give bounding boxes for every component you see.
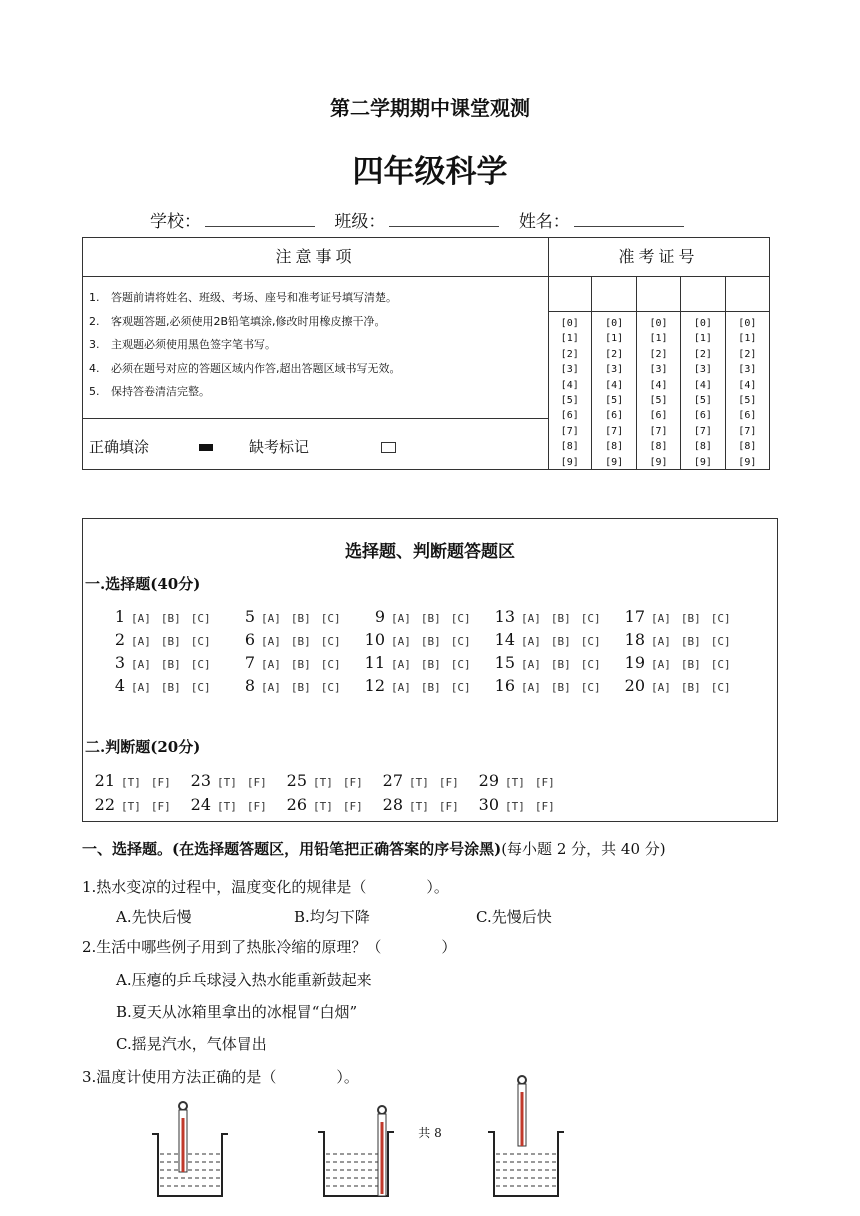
choice-question-number: 17 (624, 607, 645, 626)
choice-option-bubble[interactable]: [B] (420, 681, 441, 694)
choice-option-bubble[interactable]: [B] (420, 658, 441, 671)
choice-question-row (623, 607, 741, 626)
section1-heading-main: 一、选择题。(在选择题答题区，用铅笔把正确答案的序号涂黑) (82, 840, 502, 858)
choice-option-bubble[interactable]: [C] (710, 658, 731, 671)
exam-id-digit-bubble[interactable]: [1] (605, 333, 624, 345)
exam-id-digit-bubble[interactable]: [9] (560, 456, 579, 468)
legend-correct-label: 正确填涂 (89, 438, 150, 456)
exam-id-digit-bubble[interactable]: [7] (693, 425, 712, 437)
judge-option-bubble[interactable]: [T] (505, 800, 525, 813)
exam-id-digit-bubble[interactable]: [2] (605, 348, 624, 360)
judge-question-row (285, 771, 373, 790)
choice-option-bubble[interactable]: [C] (710, 612, 731, 625)
choice-option-bubble[interactable]: [A] (131, 635, 151, 648)
choice-option-bubble[interactable]: [A] (521, 635, 541, 648)
choice-option-bubble[interactable]: [B] (290, 612, 311, 625)
judge-question-number: 21 (94, 771, 115, 790)
question-1-option-b: B.均匀下降 (294, 908, 370, 926)
exam-id-write-box[interactable] (681, 276, 724, 312)
notice-list (83, 289, 548, 407)
judge-question-number: 30 (478, 795, 499, 814)
exam-id-column (592, 276, 636, 469)
judge-option-bubble[interactable]: [F] (438, 776, 459, 789)
judge-option-bubble[interactable]: [T] (505, 776, 525, 789)
beaker-thermometer-b-image (316, 1104, 396, 1198)
judge-option-bubble[interactable]: [F] (246, 800, 267, 813)
choice-option-bubble[interactable]: [B] (680, 612, 701, 625)
judge-option-bubble[interactable]: [F] (342, 800, 363, 813)
notice-item-number: 3. (89, 338, 100, 351)
notice-item-text: 主观题必须使用黑色签字笔书写。 (111, 338, 276, 351)
notice-item (89, 313, 548, 337)
exam-id-digit-bubble[interactable]: [7] (605, 425, 624, 437)
choice-question-number: 20 (624, 676, 645, 695)
choice-option-bubble[interactable]: [A] (261, 635, 281, 648)
choice-question-number: 4 (114, 676, 125, 695)
exam-id-digit-bubble[interactable]: [0] (738, 318, 757, 329)
class-input-line[interactable] (389, 212, 499, 227)
exam-id-digit-list (592, 312, 635, 470)
choice-option-bubble[interactable]: [B] (680, 681, 701, 694)
exam-id-digit-bubble[interactable]: [0] (649, 318, 668, 329)
exam-id-column (681, 276, 725, 469)
choice-question-row (233, 676, 351, 695)
beaker-thermometer-a-image (150, 1098, 230, 1198)
notice-panel (83, 238, 549, 469)
question-2-option-a: A.压瘪的乒乓球浸入热水能重新鼓起来 (116, 971, 372, 989)
judge-question-row (381, 795, 469, 814)
judge-question-row (189, 795, 277, 814)
notice-item (89, 383, 548, 407)
choice-option-bubble[interactable]: [B] (290, 681, 311, 694)
exam-id-digit-bubble[interactable]: [7] (738, 425, 757, 437)
choice-option-bubble[interactable]: [A] (391, 612, 411, 625)
notice-item-number: 4. (89, 361, 100, 375)
choice-option-bubble[interactable]: [C] (190, 681, 211, 694)
choice-question-number: 6 (244, 630, 255, 649)
notice-item-number: 2. (89, 314, 100, 328)
choice-question-number: 19 (624, 653, 645, 672)
question-1-stem: 1.热水变凉的过程中，温度变化的规律是（ ）。 (82, 878, 449, 896)
legend-correct (89, 436, 213, 457)
judge-option-bubble[interactable]: [T] (409, 800, 429, 813)
choice-question-row (363, 607, 481, 626)
judge-option-bubble[interactable]: [T] (313, 776, 333, 789)
exam-id-digit-bubble[interactable]: [9] (649, 456, 668, 468)
exam-id-digit-bubble[interactable]: [2] (649, 348, 668, 360)
choice-question-row (363, 676, 481, 695)
choice-option-bubble[interactable]: [A] (521, 612, 541, 625)
choice-question-row (623, 676, 741, 695)
choice-question-row (493, 607, 611, 626)
choice-option-bubble[interactable]: [C] (580, 635, 601, 648)
choice-question-row (493, 676, 611, 695)
choice-option-bubble[interactable]: [B] (550, 658, 571, 671)
choice-option-bubble[interactable]: [C] (190, 658, 211, 671)
answer-area-title: 选择题、判断题答题区 (345, 542, 515, 562)
exam-id-digit-bubble[interactable]: [4] (649, 379, 668, 391)
exam-id-digit-bubble[interactable]: [0] (605, 318, 624, 329)
choice-question-number: 12 (364, 676, 385, 695)
choice-question-row (493, 630, 611, 649)
notice-title: 注意事项 (83, 238, 548, 277)
fill-legend (83, 418, 548, 471)
choice-option-bubble[interactable]: [C] (710, 681, 731, 694)
exam-id-title: 准考证号 (548, 238, 769, 277)
judge-option-bubble[interactable]: [F] (342, 776, 363, 789)
choice-option-bubble[interactable]: [A] (391, 681, 411, 694)
exam-id-columns (548, 276, 769, 469)
judge-question-row (381, 771, 469, 790)
judge-question-number: 27 (382, 771, 403, 790)
section1-heading-note: (每小题 2 分，共 40 分) (501, 840, 666, 858)
exam-id-column (726, 276, 769, 469)
exam-id-digit-list (726, 312, 769, 470)
choice-question-row (363, 653, 481, 672)
exam-id-digit-bubble[interactable]: [3] (560, 364, 579, 376)
choice-option-bubble[interactable]: [A] (391, 635, 411, 648)
exam-id-column (637, 276, 681, 469)
exam-id-digit-bubble[interactable]: [8] (560, 441, 579, 453)
choice-option-bubble[interactable]: [A] (521, 658, 541, 671)
judge-section-title: 二.判断题(20分) (85, 738, 201, 756)
choice-option-bubble[interactable]: [B] (160, 612, 181, 625)
choice-option-bubble[interactable]: [B] (420, 635, 441, 648)
choice-option-bubble[interactable]: [B] (160, 681, 181, 694)
choice-option-bubble[interactable]: [A] (651, 612, 671, 625)
exam-id-digit-bubble[interactable]: [1] (560, 333, 579, 345)
choice-option-bubble[interactable]: [C] (580, 612, 601, 625)
section1-heading (82, 838, 666, 859)
judge-question-row (93, 771, 181, 790)
exam-id-digit-bubble[interactable]: [6] (693, 410, 712, 422)
judge-question-number: 22 (94, 795, 115, 814)
choice-question-number: 10 (364, 630, 385, 649)
notice-item-text: 答题前请将姓名、班级、考场、座号和准考证号填写清楚。 (111, 291, 397, 304)
filled-mark-icon (199, 444, 213, 451)
judge-option-bubble[interactable]: [F] (150, 776, 171, 789)
choice-option-bubble[interactable]: [A] (131, 612, 151, 625)
exam-id-digit-bubble[interactable]: [8] (649, 441, 668, 453)
choice-question-number: 1 (114, 607, 125, 626)
choice-option-bubble[interactable]: [C] (320, 612, 341, 625)
choice-option-bubble[interactable]: [A] (131, 681, 151, 694)
judge-option-bubble[interactable]: [F] (246, 776, 267, 789)
exam-id-write-box[interactable] (592, 276, 635, 312)
judge-question-row (189, 771, 277, 790)
exam-id-digit-bubble[interactable]: [5] (605, 395, 624, 407)
judge-option-bubble[interactable]: [T] (217, 800, 237, 813)
school-input-line[interactable] (205, 212, 315, 227)
choice-question-number: 5 (244, 607, 255, 626)
judge-option-bubble[interactable]: [T] (313, 800, 333, 813)
choice-option-bubble[interactable]: [B] (550, 681, 571, 694)
judge-option-bubble[interactable]: [T] (217, 776, 237, 789)
legend-absent-label: 缺考标记 (249, 438, 310, 456)
exam-subtitle: 第二学期期中课堂观测 (330, 96, 530, 120)
choice-option-bubble[interactable]: [C] (450, 612, 471, 625)
judge-question-number: 24 (190, 795, 211, 814)
exam-id-digit-bubble[interactable]: [6] (605, 410, 624, 422)
choice-question-number: 15 (494, 653, 515, 672)
choice-option-bubble[interactable]: [B] (160, 635, 181, 648)
choice-question-row (103, 630, 221, 649)
notice-item-number: 1. (89, 291, 100, 304)
notice-item-number: 5. (89, 385, 100, 398)
choice-option-bubble[interactable]: [B] (290, 658, 311, 671)
exam-id-digit-bubble[interactable]: [2] (560, 348, 579, 360)
exam-id-digit-bubble[interactable]: [6] (560, 410, 579, 422)
question-3-stem: 3.温度计使用方法正确的是（ ）。 (82, 1068, 359, 1086)
judge-question-number: 29 (478, 771, 499, 790)
exam-id-write-box[interactable] (637, 276, 680, 312)
judge-option-bubble[interactable]: [F] (150, 800, 171, 813)
choice-question-row (363, 630, 481, 649)
legend-absent (249, 436, 396, 457)
exam-id-digit-list (681, 312, 724, 470)
name-label: 姓名： (518, 212, 570, 232)
exam-id-digit-bubble[interactable]: [8] (693, 441, 712, 453)
exam-id-digit-bubble[interactable]: [1] (738, 333, 757, 345)
choice-question-row (103, 607, 221, 626)
choice-option-bubble[interactable]: [C] (190, 635, 211, 648)
exam-id-digit-bubble[interactable]: [6] (649, 410, 668, 422)
choice-question-number: 8 (244, 676, 255, 695)
exam-id-digit-bubble[interactable]: [3] (649, 364, 668, 376)
question-2-option-c: C.摇晃汽水，气体冒出 (116, 1035, 267, 1053)
notice-item-text: 保持答卷清洁完整。 (111, 385, 210, 398)
choice-option-bubble[interactable]: [B] (290, 635, 311, 648)
exam-id-digit-bubble[interactable]: [9] (693, 456, 712, 468)
choice-option-bubble[interactable]: [A] (261, 658, 281, 671)
choice-option-bubble[interactable]: [A] (521, 681, 541, 694)
judge-option-bubble[interactable]: [F] (534, 776, 555, 789)
exam-id-digit-bubble[interactable]: [5] (649, 395, 668, 407)
judge-question-number: 25 (286, 771, 307, 790)
page-footer: 共 8 (418, 1126, 442, 1140)
judge-option-bubble[interactable]: [F] (438, 800, 459, 813)
choice-question-number: 2 (114, 630, 125, 649)
notice-item (89, 336, 548, 360)
judge-question-row (93, 795, 181, 814)
choice-option-bubble[interactable]: [A] (131, 658, 151, 671)
choice-question-row (233, 607, 351, 626)
judge-option-bubble[interactable]: [T] (409, 776, 429, 789)
exam-id-digit-bubble[interactable]: [4] (560, 379, 579, 391)
choice-option-bubble[interactable]: [C] (580, 681, 601, 694)
judge-option-bubble[interactable]: [T] (121, 776, 141, 789)
choice-option-bubble[interactable]: [B] (420, 612, 441, 625)
judge-question-number: 23 (190, 771, 211, 790)
choice-section-title: 一.选择题(40分) (85, 575, 201, 593)
choice-question-number: 13 (494, 607, 515, 626)
exam-id-digit-bubble[interactable]: [8] (605, 441, 624, 453)
name-input-line[interactable] (574, 212, 684, 227)
choice-option-bubble[interactable]: [C] (320, 658, 341, 671)
choice-option-bubble[interactable]: [C] (320, 681, 341, 694)
exam-id-digit-bubble[interactable]: [4] (605, 379, 624, 391)
judge-question-row (285, 795, 373, 814)
choice-question-row (233, 630, 351, 649)
exam-id-digit-bubble[interactable]: [1] (649, 333, 668, 345)
exam-id-write-box[interactable] (548, 276, 591, 312)
exam-id-digit-bubble[interactable]: [0] (560, 318, 579, 329)
exam-id-digit-bubble[interactable]: [9] (605, 456, 624, 468)
class-label: 班级： (334, 212, 386, 232)
choice-option-bubble[interactable]: [C] (190, 612, 211, 625)
exam-id-digit-bubble[interactable]: [3] (738, 364, 757, 376)
choice-option-bubble[interactable]: [A] (261, 612, 281, 625)
choice-question-number: 9 (374, 607, 385, 626)
choice-option-bubble[interactable]: [A] (651, 681, 671, 694)
notice-item (89, 360, 548, 384)
choice-question-number: 11 (364, 653, 385, 672)
choice-option-bubble[interactable]: [B] (680, 658, 701, 671)
exam-id-digit-bubble[interactable]: [5] (738, 395, 757, 407)
exam-id-digit-bubble[interactable]: [5] (560, 395, 579, 407)
judge-question-number: 28 (382, 795, 403, 814)
question-2-stem: 2.生活中哪些例子用到了热胀冷缩的原理？（ ） (82, 938, 457, 956)
choice-option-bubble[interactable]: [A] (391, 658, 411, 671)
choice-option-bubble[interactable]: [C] (450, 681, 471, 694)
choice-option-bubble[interactable]: [B] (550, 612, 571, 625)
question-1-option-a: A.先快后慢 (116, 908, 192, 926)
exam-id-digit-bubble[interactable]: [0] (693, 318, 712, 329)
choice-question-number: 16 (494, 676, 515, 695)
exam-id-digit-list (548, 312, 591, 470)
judge-question-row (477, 795, 565, 814)
notice-box (82, 237, 770, 470)
notice-item (89, 289, 548, 313)
answer-area (82, 518, 778, 822)
choice-question-row (233, 653, 351, 672)
notice-item-text: 必须在题号对应的答题区域内作答,超出答题区域书写无效。 (111, 361, 401, 375)
exam-title: 四年级科学 (352, 154, 508, 190)
question-2-option-b: B.夏天从冰箱里拿出的冰棍冒“白烟” (116, 1003, 358, 1021)
choice-option-bubble[interactable]: [A] (651, 635, 671, 648)
exam-id-digit-bubble[interactable]: [4] (738, 379, 757, 391)
choice-option-bubble[interactable]: [B] (160, 658, 181, 671)
choice-option-bubble[interactable]: [B] (550, 635, 571, 648)
absent-checkbox[interactable] (381, 442, 396, 453)
student-info-fields (150, 207, 698, 232)
choice-option-bubble[interactable]: [C] (710, 635, 731, 648)
question-1-option-c: C.先慢后快 (476, 908, 552, 926)
choice-question-number: 18 (624, 630, 645, 649)
judge-option-bubble[interactable]: [T] (121, 800, 141, 813)
choice-option-bubble[interactable]: [B] (680, 635, 701, 648)
exam-id-digit-bubble[interactable]: [8] (738, 441, 757, 453)
choice-option-bubble[interactable]: [C] (450, 635, 471, 648)
exam-id-digit-bubble[interactable]: [4] (693, 379, 712, 391)
exam-id-panel (548, 238, 769, 469)
exam-id-write-box[interactable] (726, 276, 769, 312)
exam-id-digit-bubble[interactable]: [7] (560, 425, 579, 437)
exam-id-digit-bubble[interactable]: [7] (649, 425, 668, 437)
notice-item-text: 客观题答题,必须使用2B铅笔填涂,修改时用橡皮擦干净。 (111, 314, 386, 328)
choice-question-row (103, 653, 221, 672)
choice-question-row (623, 630, 741, 649)
exam-id-digit-bubble[interactable]: [2] (738, 348, 757, 360)
exam-id-digit-bubble[interactable]: [1] (693, 333, 712, 345)
exam-id-column (548, 276, 592, 469)
choice-option-bubble[interactable]: [C] (450, 658, 471, 671)
choice-question-row (103, 676, 221, 695)
choice-option-bubble[interactable]: [C] (580, 658, 601, 671)
choice-question-row (493, 653, 611, 672)
exam-id-digit-bubble[interactable]: [6] (738, 410, 757, 422)
exam-id-digit-list (637, 312, 680, 470)
choice-question-row (623, 653, 741, 672)
judge-question-number: 26 (286, 795, 307, 814)
exam-id-digit-bubble[interactable]: [5] (693, 395, 712, 407)
exam-id-digit-bubble[interactable]: [3] (693, 364, 712, 376)
school-label: 学校： (150, 212, 201, 232)
choice-question-number: 3 (114, 653, 125, 672)
choice-option-bubble[interactable]: [C] (320, 635, 341, 648)
judge-option-bubble[interactable]: [F] (534, 800, 555, 813)
choice-question-number: 14 (494, 630, 515, 649)
choice-question-number: 7 (244, 653, 255, 672)
judge-question-row (477, 771, 565, 790)
choice-option-bubble[interactable]: [A] (261, 681, 281, 694)
exam-id-digit-bubble[interactable]: [3] (605, 364, 624, 376)
exam-id-digit-bubble[interactable]: [9] (738, 456, 757, 468)
choice-option-bubble[interactable]: [A] (651, 658, 671, 671)
exam-id-digit-bubble[interactable]: [2] (693, 348, 712, 360)
